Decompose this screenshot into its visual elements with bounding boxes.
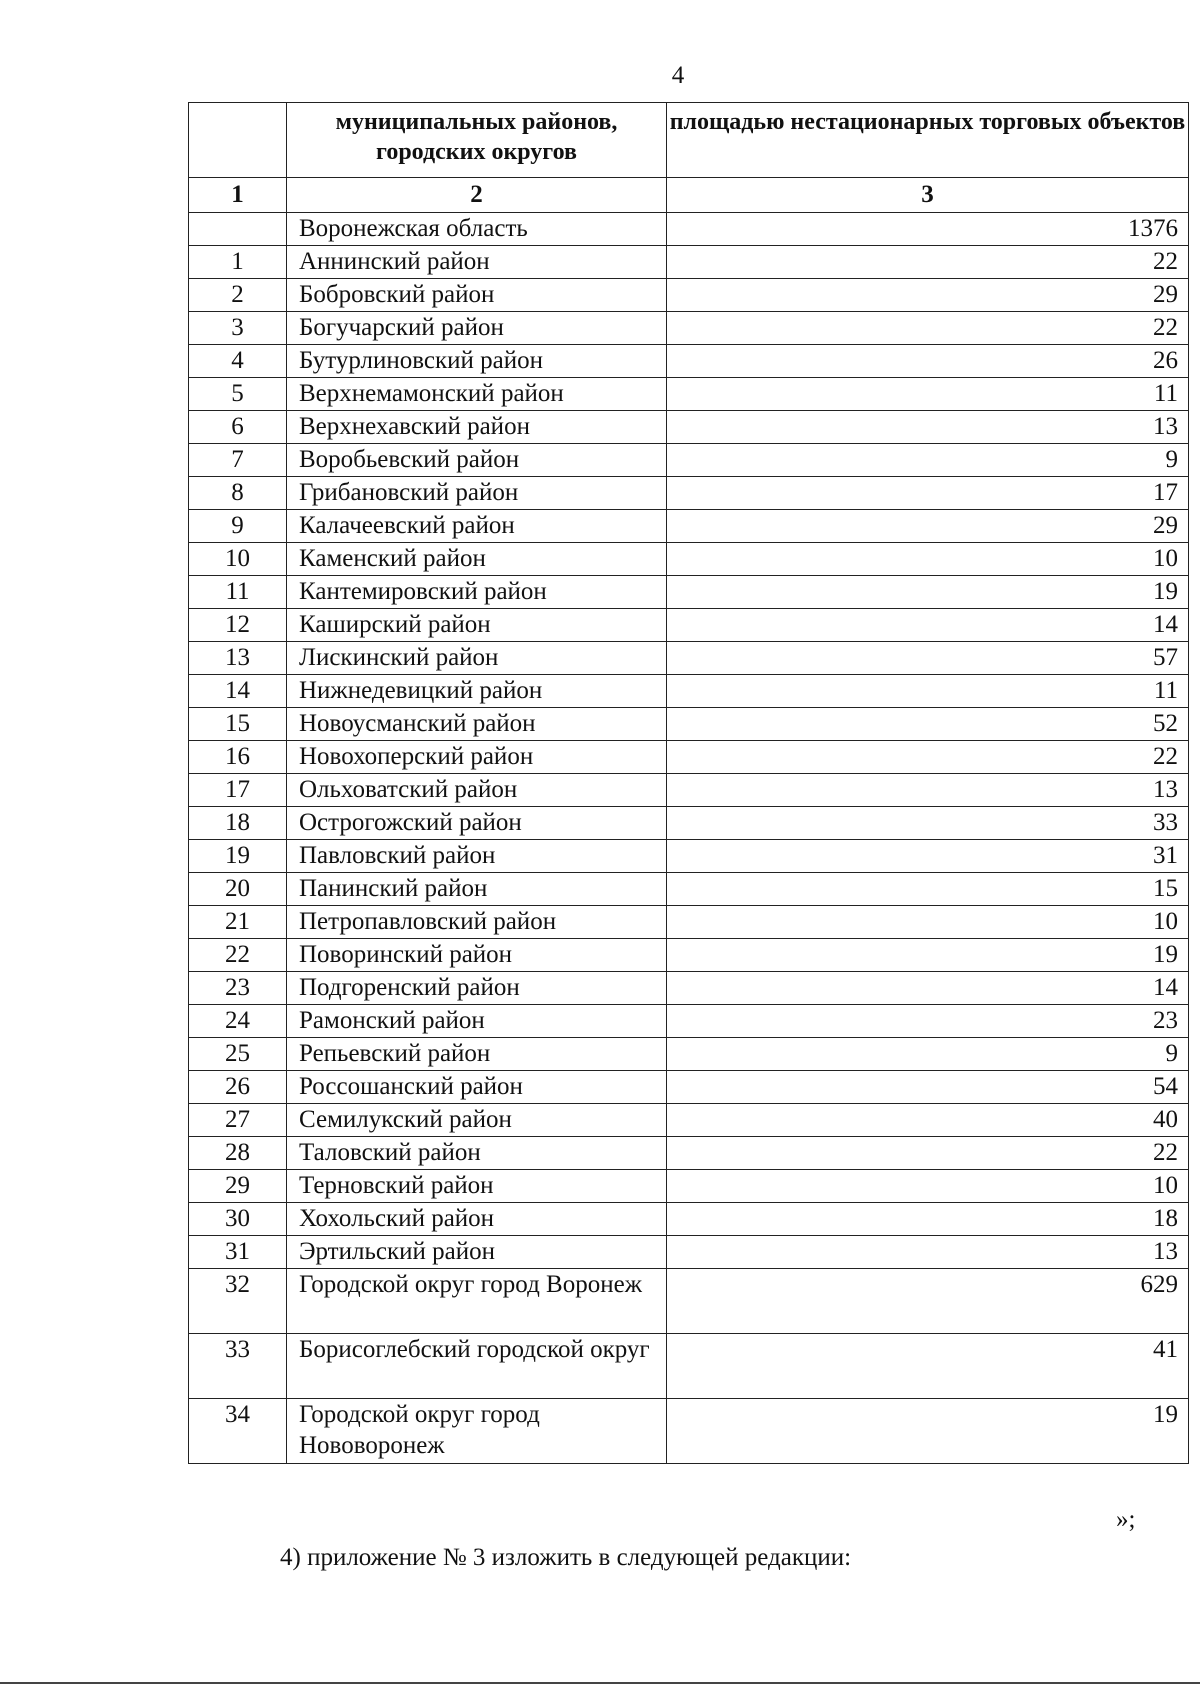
district-name: Каменский район: [287, 543, 667, 576]
district-value: 13: [667, 774, 1189, 807]
table-row: [189, 906, 1189, 939]
district-value: 19: [667, 576, 1189, 609]
table-row: [189, 675, 1189, 708]
table-row: [189, 1170, 1189, 1203]
table-row: [189, 411, 1189, 444]
district-name: Верхнемамонский район: [287, 378, 667, 411]
row-number: 2: [189, 279, 287, 312]
table-row: [189, 444, 1189, 477]
row-number: 7: [189, 444, 287, 477]
header-cell-area: площадью нестационарных торговых объектов: [667, 103, 1189, 178]
table-row: [189, 1334, 1189, 1399]
district-name: Городской округ город Нововоронеж: [287, 1399, 667, 1464]
row-number: 13: [189, 642, 287, 675]
row-number: 24: [189, 1005, 287, 1038]
row-number: 14: [189, 675, 287, 708]
district-name: Таловский район: [287, 1137, 667, 1170]
district-name: Ольховатский район: [287, 774, 667, 807]
district-name: Лискинский район: [287, 642, 667, 675]
row-number: 12: [189, 609, 287, 642]
table-row: [189, 642, 1189, 675]
district-value: 41: [667, 1334, 1189, 1399]
column-numbers-row: [189, 178, 1189, 213]
table-row: [189, 708, 1189, 741]
district-name: Рамонский район: [287, 1005, 667, 1038]
district-value: 54: [667, 1071, 1189, 1104]
row-number: 32: [189, 1269, 287, 1334]
district-value: 22: [667, 1137, 1189, 1170]
district-name: Богучарский район: [287, 312, 667, 345]
district-name: Бутурлиновский район: [287, 345, 667, 378]
row-number: 19: [189, 840, 287, 873]
table-row: [189, 1137, 1189, 1170]
district-name: Аннинский район: [287, 246, 667, 279]
table-row: [189, 972, 1189, 1005]
row-number: 11: [189, 576, 287, 609]
district-value: 18: [667, 1203, 1189, 1236]
district-name: Нижнедевицкий район: [287, 675, 667, 708]
table-row: [189, 279, 1189, 312]
row-number: 28: [189, 1137, 287, 1170]
district-name: Россошанский район: [287, 1071, 667, 1104]
row-number: 33: [189, 1334, 287, 1399]
district-name: Каширский район: [287, 609, 667, 642]
row-number: 1: [189, 246, 287, 279]
district-name: Подгоренский район: [287, 972, 667, 1005]
row-number: 30: [189, 1203, 287, 1236]
district-name: Городской округ город Воронеж: [287, 1269, 667, 1334]
total-row: [189, 213, 1189, 246]
district-value: 10: [667, 1170, 1189, 1203]
row-number: 6: [189, 411, 287, 444]
table-row: [189, 1005, 1189, 1038]
row-number: 3: [189, 312, 287, 345]
table-row: [189, 840, 1189, 873]
table-row: [189, 1399, 1189, 1464]
district-value: 629: [667, 1269, 1189, 1334]
row-number: 9: [189, 510, 287, 543]
closing-quote: »;: [1116, 1506, 1136, 1533]
district-value: 26: [667, 345, 1189, 378]
row-number: 20: [189, 873, 287, 906]
district-value: 14: [667, 609, 1189, 642]
table-row: [189, 1038, 1189, 1071]
row-number: 10: [189, 543, 287, 576]
row-number: 23: [189, 972, 287, 1005]
region-name: Воронежская область: [287, 213, 667, 246]
row-number: 5: [189, 378, 287, 411]
district-value: 22: [667, 312, 1189, 345]
district-value: 19: [667, 939, 1189, 972]
district-value: 17: [667, 477, 1189, 510]
table-row: [189, 1236, 1189, 1269]
district-name: Хохольский район: [287, 1203, 667, 1236]
district-value: 19: [667, 1399, 1189, 1464]
district-value: 40: [667, 1104, 1189, 1137]
district-name: Борисоглебский городской округ: [287, 1334, 667, 1399]
district-value: 29: [667, 279, 1189, 312]
district-value: 31: [667, 840, 1189, 873]
table-row: [189, 378, 1189, 411]
table-row: [189, 873, 1189, 906]
row-number: 29: [189, 1170, 287, 1203]
table-row: [189, 1071, 1189, 1104]
row-number: 15: [189, 708, 287, 741]
row-number: 8: [189, 477, 287, 510]
district-value: 9: [667, 444, 1189, 477]
district-name: Терновский район: [287, 1170, 667, 1203]
district-name: Павловский район: [287, 840, 667, 873]
district-name: Панинский район: [287, 873, 667, 906]
district-name: Поворинский район: [287, 939, 667, 972]
district-value: 11: [667, 378, 1189, 411]
district-value: 52: [667, 708, 1189, 741]
district-value: 23: [667, 1005, 1189, 1038]
table-header-row: [189, 103, 1189, 178]
table-row: [189, 312, 1189, 345]
district-value: 13: [667, 1236, 1189, 1269]
table-row: [189, 939, 1189, 972]
district-value: 15: [667, 873, 1189, 906]
district-value: 57: [667, 642, 1189, 675]
column-number: 1: [189, 178, 287, 213]
table-row: [189, 1269, 1189, 1334]
row-number: 22: [189, 939, 287, 972]
table-row: [189, 345, 1189, 378]
district-name: Бобровский район: [287, 279, 667, 312]
district-value: 33: [667, 807, 1189, 840]
table-row: [189, 1104, 1189, 1137]
table-row: [189, 807, 1189, 840]
page-bottom-rule: [0, 1682, 1200, 1684]
amendment-text: 4) приложение № 3 изложить в следующей редакции:: [280, 1544, 852, 1571]
district-value: 22: [667, 246, 1189, 279]
table-row: [189, 543, 1189, 576]
row-number: 16: [189, 741, 287, 774]
district-value: 11: [667, 675, 1189, 708]
row-number: 26: [189, 1071, 287, 1104]
page-number: 4: [671, 62, 685, 89]
district-name: Репьевский район: [287, 1038, 667, 1071]
districts-table: [188, 102, 1189, 1464]
region-value: 1376: [667, 213, 1189, 246]
table-row: [189, 774, 1189, 807]
district-value: 22: [667, 741, 1189, 774]
district-value: 9: [667, 1038, 1189, 1071]
table-row: [189, 576, 1189, 609]
district-name: Эртильский район: [287, 1236, 667, 1269]
district-name: Новохоперский район: [287, 741, 667, 774]
district-name: Калачеевский район: [287, 510, 667, 543]
district-value: 14: [667, 972, 1189, 1005]
row-number: 25: [189, 1038, 287, 1071]
row-number: 18: [189, 807, 287, 840]
district-name: Семилукский район: [287, 1104, 667, 1137]
row-number: 17: [189, 774, 287, 807]
district-value: 29: [667, 510, 1189, 543]
district-value: 10: [667, 543, 1189, 576]
table-row: [189, 510, 1189, 543]
district-name: Воробьевский район: [287, 444, 667, 477]
district-name: Новоусманский район: [287, 708, 667, 741]
row-number: 4: [189, 345, 287, 378]
table-row: [189, 477, 1189, 510]
table-row: [189, 1203, 1189, 1236]
row-number: 21: [189, 906, 287, 939]
column-number: 3: [667, 178, 1189, 213]
header-cell-number: [189, 103, 287, 178]
table-row: [189, 609, 1189, 642]
district-value: 13: [667, 411, 1189, 444]
district-name: Грибановский район: [287, 477, 667, 510]
district-name: Верхнехавский район: [287, 411, 667, 444]
row-number: 31: [189, 1236, 287, 1269]
table-row: [189, 246, 1189, 279]
row-number: 34: [189, 1399, 287, 1464]
column-number: 2: [287, 178, 667, 213]
row-number: 27: [189, 1104, 287, 1137]
header-cell-district: муниципальных районов, городских округов: [287, 103, 667, 178]
district-name: Петропавловский район: [287, 906, 667, 939]
row-number: [189, 213, 287, 246]
table-row: [189, 741, 1189, 774]
district-value: 10: [667, 906, 1189, 939]
district-name: Острогожский район: [287, 807, 667, 840]
district-name: Кантемировский район: [287, 576, 667, 609]
